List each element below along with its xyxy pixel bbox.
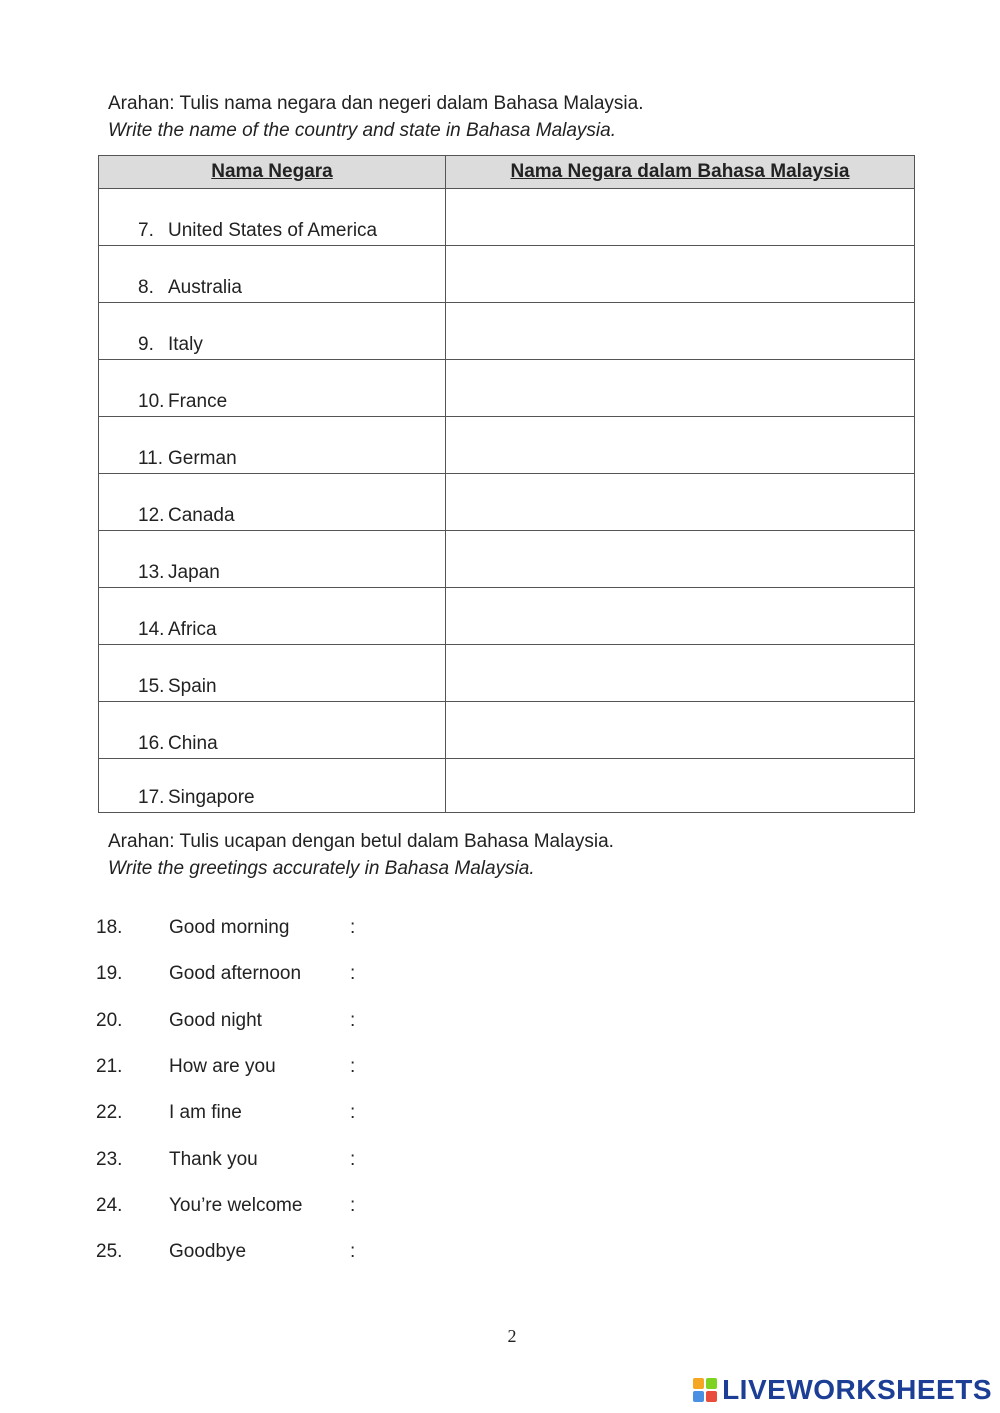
instruction-english: Write the name of the country and state in Bahasa Malaysia. (108, 120, 616, 141)
greeting-text: How are you (169, 1056, 276, 1078)
logo-square-1 (693, 1378, 704, 1389)
row-number: 13. (138, 562, 165, 583)
logo-icon (693, 1378, 717, 1402)
header-malay-name: Nama Negara dalam Bahasa Malaysia (446, 156, 915, 189)
countries-table (98, 155, 915, 813)
row-number: 10. (138, 391, 165, 412)
answer-cell[interactable] (446, 759, 915, 813)
country-name: Italy (168, 334, 203, 355)
row-number: 9. (138, 334, 154, 355)
row-number: 14. (138, 619, 165, 640)
table-row (99, 588, 915, 645)
greeting-colon: : (350, 1148, 356, 1170)
country-name: Spain (168, 676, 217, 697)
row-number: 12. (138, 505, 165, 526)
table-row (99, 759, 915, 813)
table-row (99, 360, 915, 417)
instruction-malay: Arahan: Tulis nama negara dan negeri dalam Bahasa Malaysia. (108, 93, 644, 114)
row-number: 15. (138, 676, 165, 697)
table-row (99, 189, 915, 246)
country-name: United States of America (168, 220, 378, 241)
country-cell (99, 189, 446, 246)
greeting-colon: : (350, 1194, 356, 1216)
answer-cell[interactable] (446, 531, 915, 588)
page-number: 2 (507, 1326, 517, 1346)
greeting-number: 24. (96, 1194, 123, 1216)
row-number: 8. (138, 277, 154, 298)
country-cell (99, 360, 446, 417)
header-country-name: Nama Negara (99, 156, 446, 189)
table-row (99, 645, 915, 702)
greeting-colon: : (350, 1009, 356, 1031)
greeting-text: Thank you (169, 1148, 258, 1170)
greeting-item (96, 905, 370, 951)
greeting-number: 21. (96, 1056, 123, 1078)
country-cell (99, 474, 446, 531)
instruction-block-countries (108, 90, 644, 144)
greeting-number: 18. (96, 917, 123, 939)
answer-cell[interactable] (446, 702, 915, 759)
greeting-item (96, 951, 370, 997)
greeting-number: 23. (96, 1148, 123, 1170)
table-row (99, 246, 915, 303)
country-name: Canada (168, 505, 235, 526)
greeting-colon: : (350, 917, 356, 939)
country-cell (99, 417, 446, 474)
greeting-text: I am fine (169, 1102, 242, 1124)
greeting-number: 22. (96, 1102, 123, 1124)
country-cell (99, 246, 446, 303)
answer-cell[interactable] (446, 360, 915, 417)
logo-square-4 (706, 1391, 717, 1402)
brand-name: LIVEWORKSHEETS (722, 1374, 992, 1405)
greeting-text: You’re welcome (169, 1194, 303, 1216)
row-number: 7. (138, 220, 154, 241)
table-row (99, 702, 915, 759)
greeting-text: Good night (169, 1009, 262, 1031)
country-cell (99, 645, 446, 702)
country-cell (99, 702, 446, 759)
country-cell (99, 759, 446, 813)
greeting-item (96, 1183, 370, 1229)
country-name: Japan (168, 562, 220, 583)
table-row (99, 303, 915, 360)
logo-square-2 (706, 1378, 717, 1389)
greeting-item (96, 998, 370, 1044)
logo-square-3 (693, 1391, 704, 1402)
greeting-colon: : (350, 963, 356, 985)
country-cell (99, 303, 446, 360)
country-name: China (168, 733, 218, 754)
greeting-colon: : (350, 1056, 356, 1078)
greeting-item (96, 1136, 370, 1182)
table-header-row (99, 156, 915, 189)
answer-cell[interactable] (446, 474, 915, 531)
country-name: Australia (168, 277, 242, 298)
answer-cell[interactable] (446, 246, 915, 303)
answer-cell[interactable] (446, 189, 915, 246)
greeting-text: Goodbye (169, 1241, 247, 1263)
row-number: 16. (138, 733, 165, 754)
answer-cell[interactable] (446, 303, 915, 360)
greeting-number: 19. (96, 963, 123, 985)
greeting-number: 20. (96, 1009, 123, 1031)
answer-cell[interactable] (446, 417, 915, 474)
country-name: Singapore (168, 787, 255, 808)
table-row (99, 531, 915, 588)
row-number: 17. (138, 787, 165, 808)
greeting-number: 25. (96, 1241, 123, 1263)
instruction-block-greetings (108, 828, 614, 882)
instruction-english: Write the greetings accurately in Bahasa Malaysia. (108, 858, 535, 879)
country-cell (99, 531, 446, 588)
table-row (99, 417, 915, 474)
answer-cell[interactable] (446, 645, 915, 702)
liveworksheets-logo[interactable] (693, 1374, 992, 1406)
answer-cell[interactable] (446, 588, 915, 645)
greeting-text: Good afternoon (169, 963, 302, 985)
country-name: Africa (168, 619, 217, 640)
instruction-malay: Arahan: Tulis ucapan dengan betul dalam Bahasa Malaysia. (108, 831, 614, 852)
greeting-item (96, 1090, 370, 1136)
greeting-item (96, 1044, 370, 1090)
country-cell (99, 588, 446, 645)
greetings-list (96, 905, 370, 1275)
country-name: German (168, 448, 237, 469)
table-row (99, 474, 915, 531)
greeting-colon: : (350, 1102, 356, 1124)
greeting-text: Good morning (169, 917, 290, 939)
country-name: France (168, 391, 228, 412)
greeting-colon: : (350, 1241, 356, 1263)
greeting-item (96, 1229, 370, 1275)
row-number: 11. (138, 448, 164, 469)
